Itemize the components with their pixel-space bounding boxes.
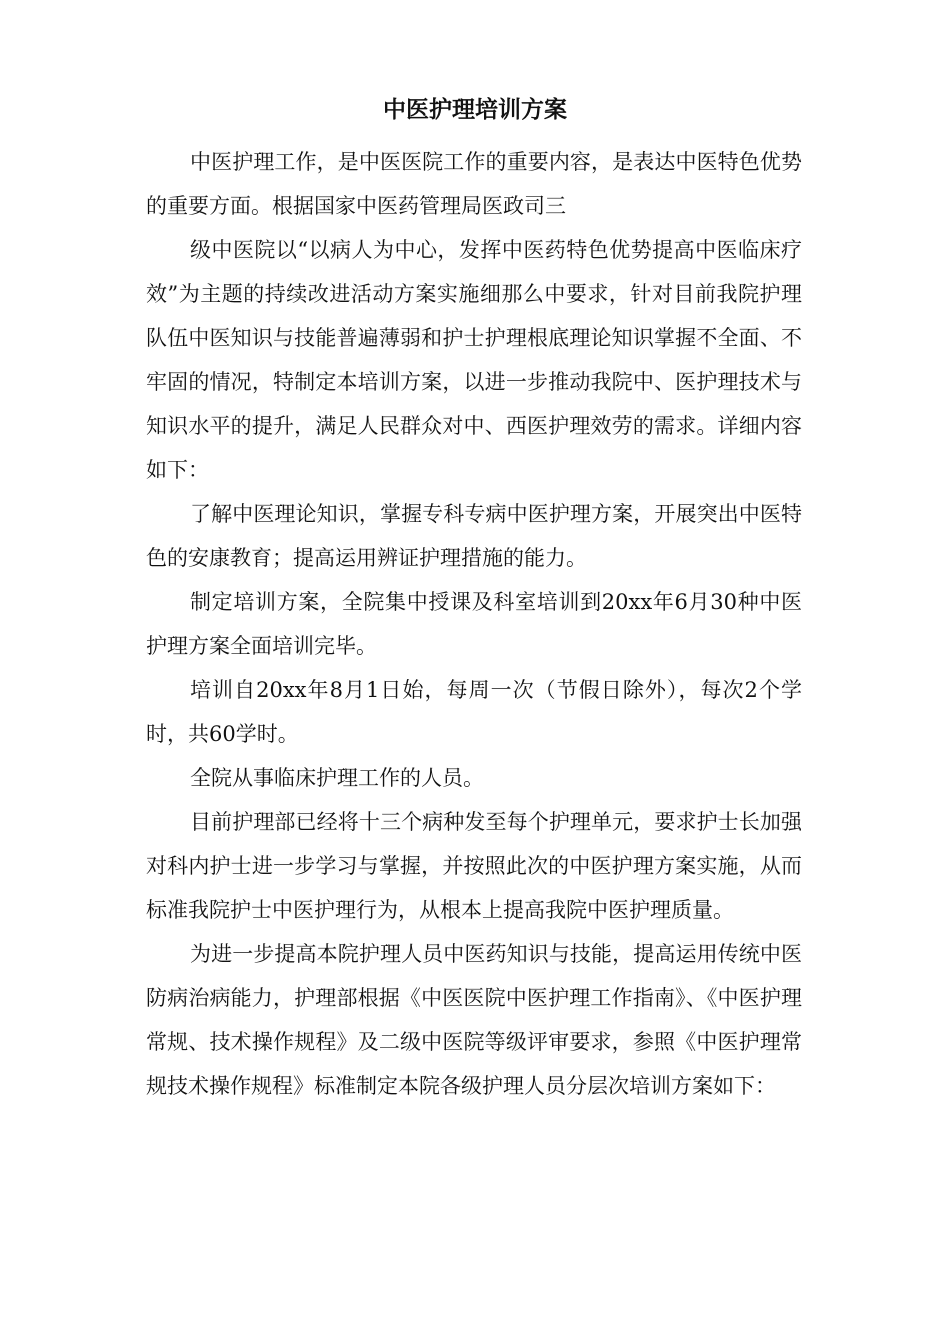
paragraph: 全院从事临床护理工作的人员。 (190, 766, 484, 790)
paragraph: 了解中医理论知识，掌握专科专病中医护理方案，开展突出中医特色的安康教育；提高运用辨证护理措施的能力。 (146, 502, 802, 570)
document-title: 中医护理培训方案 (383, 96, 567, 123)
paragraph: 培训自20xx年8月1日始，每周一次（节假日除外），每次2个学时，共60学时。 (146, 678, 802, 746)
document-body (146, 140, 802, 1108)
paragraph: 为进一步提高本院护理人员中医药知识与技能，提高运用传统中医防病治病能力，护理部根据《中医医院中医护理工作指南》、《中医护理常规、技术操作规程》及二级中医院等级评审要求，参照《中医护理常规技术操作规程》标准制定本院各级护理人员分层次培训方案如下： (146, 942, 802, 1098)
paragraph: 目前护理部已经将十三个病种发至每个护理单元，要求护士长加强对科内护士进一步学习与掌握，并按照此次的中医护理方案实施，从而标准我院护士中医护理行为，从根本上提高我院中医护理质量。 (146, 810, 802, 922)
paragraph: 级中医院以“以病人为中心，发挥中医药特色优势提高中医临床疗效”为主题的持续改进活动方案实施细那么中要求，针对目前我院护理队伍中医知识与技能普遍薄弱和护士护理根底理论知识掌握不全面、不牢固的情况，特制定本培训方案，以进一步推动我院中、医护理技术与知识水平的提升，满足人民群众对中、西医护理效劳的需求。详细内容如下： (146, 238, 802, 482)
paragraph: 制定培训方案，全院集中授课及科室培训到20xx年6月30种中医护理方案全面培训完毕。 (146, 590, 802, 658)
paragraph: 中医护理工作，是中医医院工作的重要内容，是表达中医特色优势的重要方面。根据国家中医药管理局医政司三 (146, 150, 802, 218)
